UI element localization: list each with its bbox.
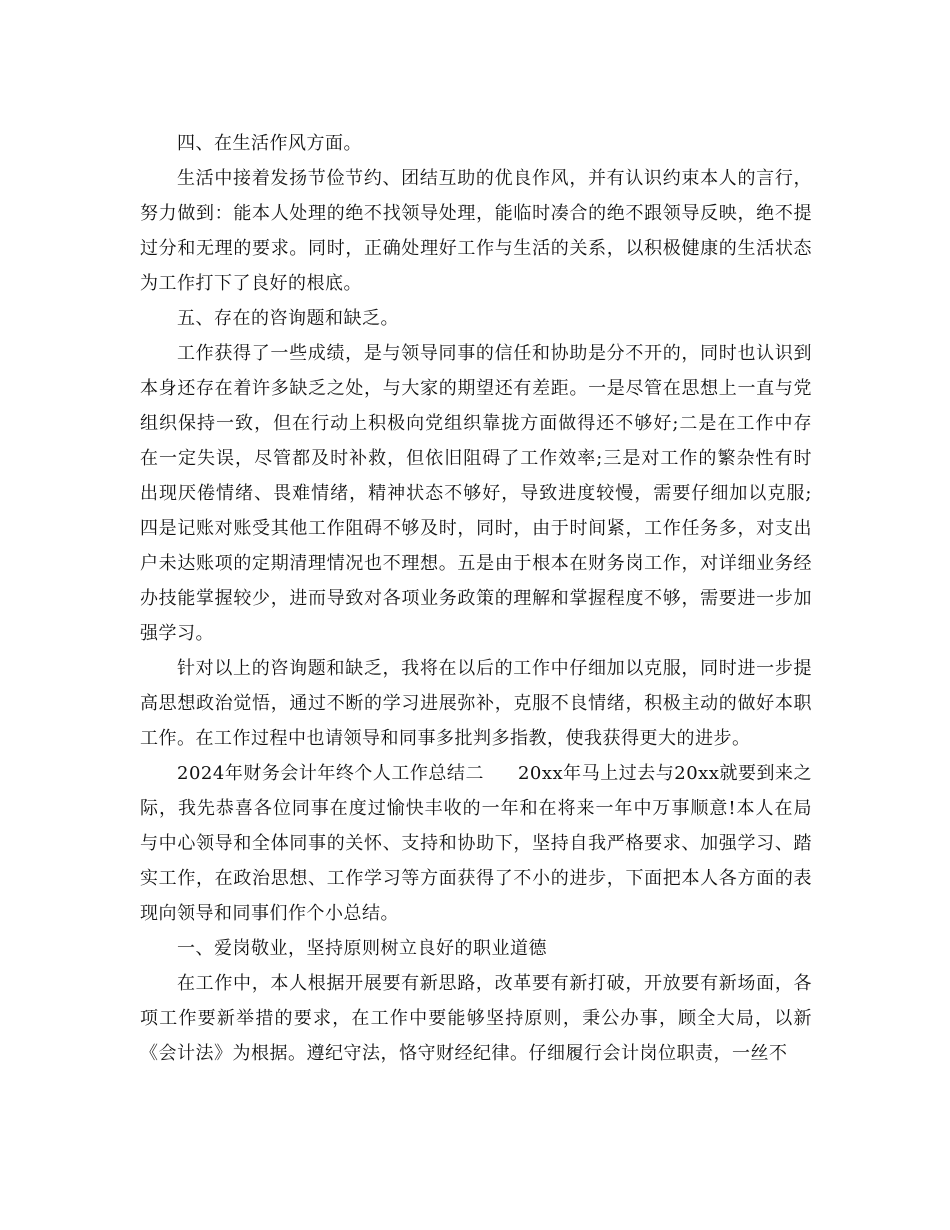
paragraph-lifestyle: 生活中接着发扬节俭节约、团结互助的优良作风，并有认识约束本人的言行，努力做到：能本人处理的绝不找领导处理，能临时凑合的绝不跟领导反映，绝不提过分和无理的要求。同时，正确处理好工作与生活的关系，以积极健康的生活状态为工作打下了良好的根底。 [140,168,812,294]
section-heading-five: 五、存在的咨询题和缺乏。 [177,308,399,329]
section-heading-four: 四、在生活作风方面。 [177,133,362,154]
summary-two-title: 2024年财务会计年终个人工作总结二 [177,763,484,784]
paragraph-summary-two [140,756,812,931]
summary-two-intro: 20xx年马上过去与20xx就要到来之际，我先恭喜各位同事在度过愉快丰收的一年和在将来一年中万事顺意!本人在局与中心领导和全体同事的关怀、支持和协助下，坚持自我严格要求、加强学习、踏实工作，在政治思想、工作学习等方面获得了不小的进步，下面把本人各方面的表现向领导和同事们作个小总结。 [140,763,812,924]
paragraph-work-principles: 在工作中，本人根据开展要有新思路，改革要有新打破，开放要有新场面，各项工作要新举措的要求，在工作中要能够坚持原则，秉公办事，顾全大局，以新《会计法》为根据。遵纪守法，恪守财经纪律。仔细履行会计岗位职责，一丝不 [140,973,812,1064]
document-body [140,126,812,1071]
paragraph-shortcomings: 工作获得了一些成绩，是与领导同事的信任和协助是分不开的，同时也认识到本身还存在着许多缺乏之处，与大家的期望还有差距。一是尽管在思想上一直与党组织保持一致，但在行动上积极向党组织靠拢方面做得还不够好;二是在工作中存在一定失误，尽管都及时补救，但依旧阻碍了工作效率;三是对工作的繁杂性有时出现厌倦情绪、畏难情绪，精神状态不够好，导致进度较慢，需要仔细加以克服;四是记账对账受其他工作阻碍不够及时，同时，由于时间紧，工作任务多，对支出户未达账项的定期清理情况也不理想。五是由于根本在财务岗工作，对详细业务经办技能掌握较少，进而导致对各项业务政策的理解和掌握程度不够，需要进一步加强学习。 [140,343,812,644]
section-heading-dedication: 一、爱岗敬业，坚持原则树立良好的职业道德 [177,938,547,959]
paragraph-improvement: 针对以上的咨询题和缺乏，我将在以后的工作中仔细加以克服，同时进一步提高思想政治觉悟，通过不断的学习进展弥补，克服不良情绪，积极主动的做好本职工作。在工作过程中也请领导和同事多批判多指教，使我获得更大的进步。 [140,658,812,749]
